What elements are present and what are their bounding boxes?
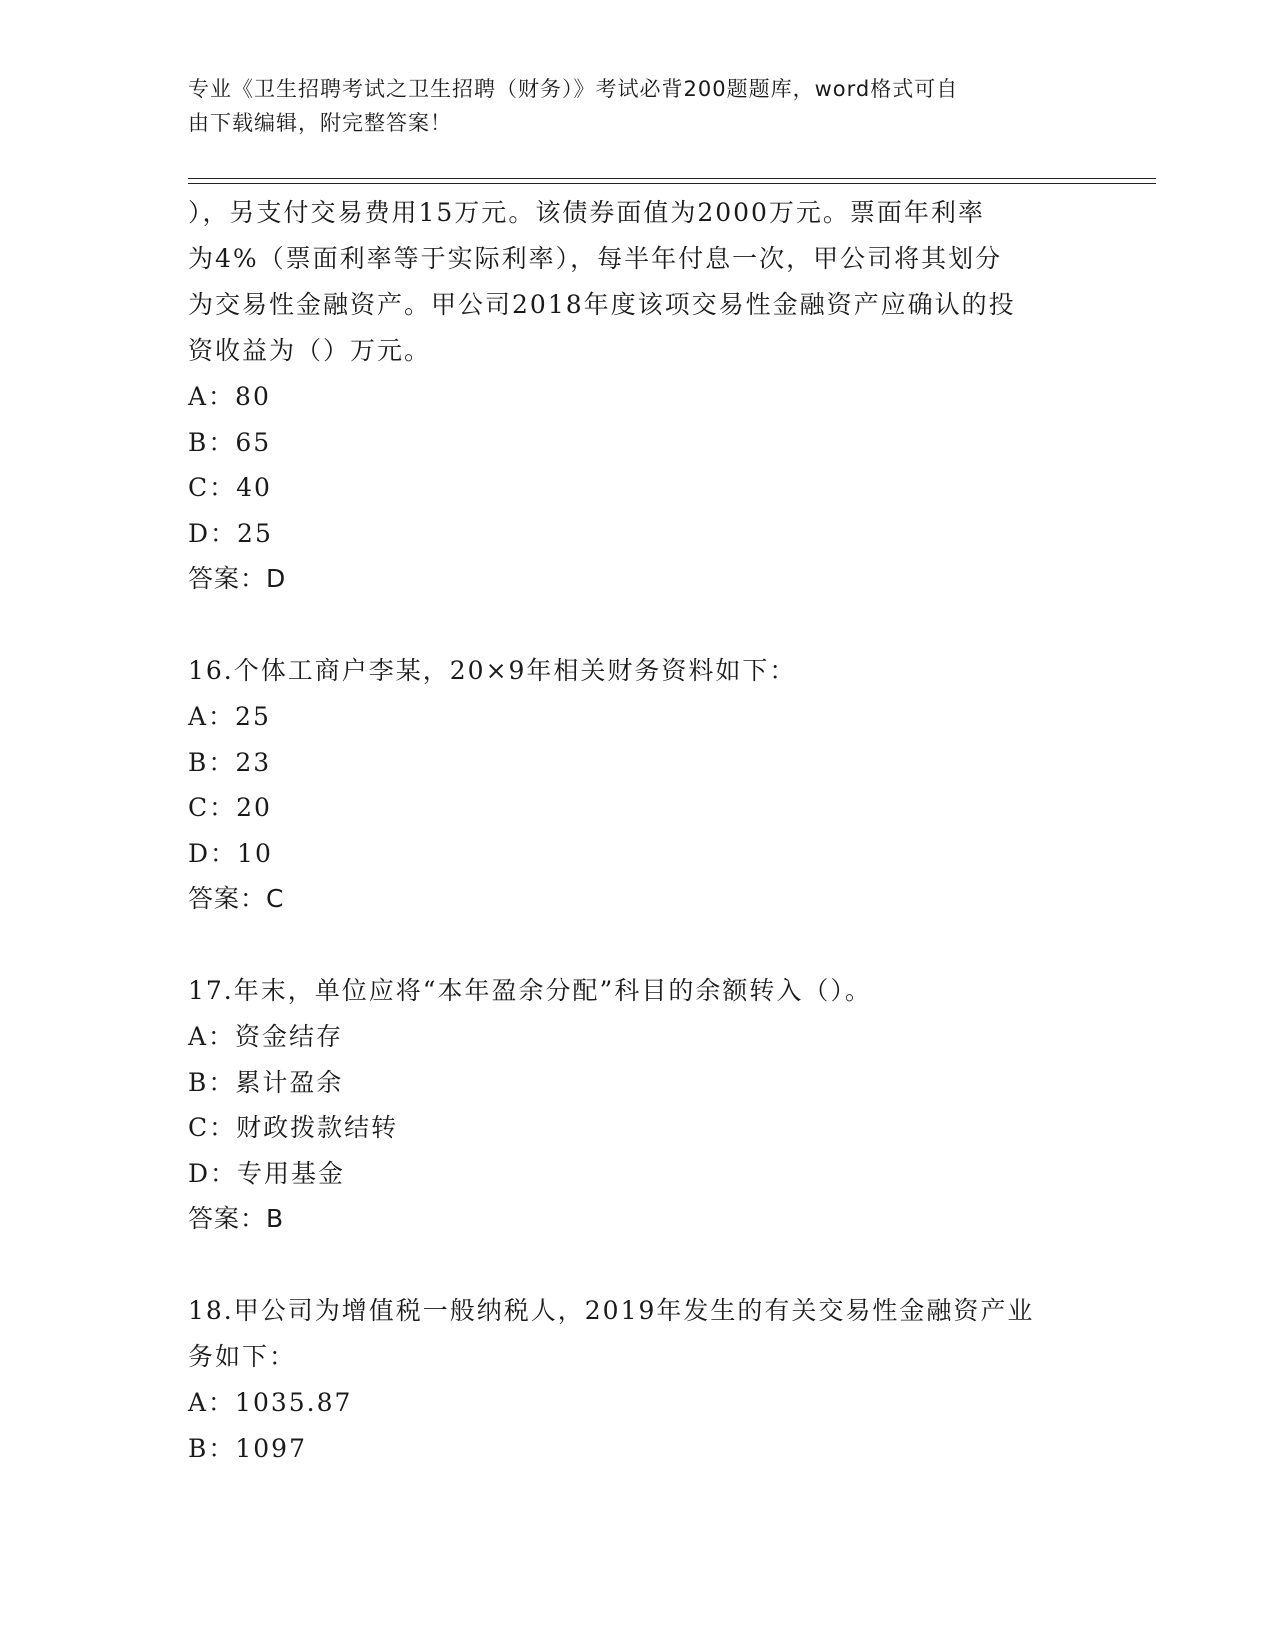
question-17	[188, 968, 1088, 1242]
question-16-answer: 答案：C	[188, 884, 285, 913]
question-15-option-c: C：40	[188, 473, 272, 502]
document-body	[188, 190, 1088, 1471]
question-15-option-a: A：80	[188, 382, 271, 411]
question-18-option-b: B：1097	[188, 1433, 307, 1463]
question-16-option-d: D：10	[188, 838, 273, 868]
header-title-line-1: 专业《卫生招聘考试之卫生招聘（财务）》考试必背200题题库，word格式可自	[188, 77, 959, 101]
header-title-line-2: 由下载编辑，附完整答案！	[188, 111, 452, 135]
question-16-option-a: A：25	[188, 702, 271, 731]
question-15-option-b: B：65	[188, 427, 272, 457]
spacer	[188, 922, 1088, 968]
question-18	[188, 1288, 1088, 1471]
question-16-option-b: B：23	[188, 747, 272, 777]
question-18-stem-line: 18.甲公司为增值税一般纳税人，2019年发生的有关交易性金融资产业	[188, 1296, 1035, 1325]
question-17-option-a: A：资金结存	[188, 1022, 344, 1051]
question-18-stem-line: 务如下：	[188, 1342, 297, 1371]
question-15	[188, 190, 1088, 602]
question-17-option-c: C：财政拨款结转	[188, 1113, 399, 1142]
question-16-stem-line: 16.个体工商户李某，20×9年相关财务资料如下：	[188, 656, 797, 685]
question-15-stem-line: 为4%（票面利率等于实际利率），每半年付息一次，甲公司将其划分	[188, 244, 1003, 273]
question-15-stem-line: ），另支付交易费用15万元。该债券面值为2000万元。票面年利率	[188, 198, 985, 227]
question-15-stem-line: 为交易性金融资产。甲公司2018年度该项交易性金融资产应确认的投	[188, 290, 1016, 319]
question-17-option-b: B：累计盈余	[188, 1067, 344, 1097]
question-15-option-d: D：25	[188, 518, 273, 548]
question-16	[188, 648, 1088, 922]
header-divider-top	[188, 178, 1156, 179]
document-header	[188, 72, 1078, 140]
question-17-option-d: D：专用基金	[188, 1158, 346, 1188]
spacer	[188, 1242, 1088, 1288]
question-15-stem-line: 资收益为（）万元。	[188, 336, 432, 365]
header-divider-bottom	[188, 183, 1156, 184]
question-16-option-c: C：20	[188, 793, 272, 822]
question-18-option-a: A：1035.87	[188, 1388, 353, 1417]
question-15-answer: 答案：D	[188, 564, 287, 593]
question-17-stem-line: 17.年末，单位应将“本年盈余分配”科目的余额转入（）。	[188, 976, 872, 1005]
question-17-answer: 答案：B	[188, 1204, 285, 1233]
spacer	[188, 602, 1088, 648]
